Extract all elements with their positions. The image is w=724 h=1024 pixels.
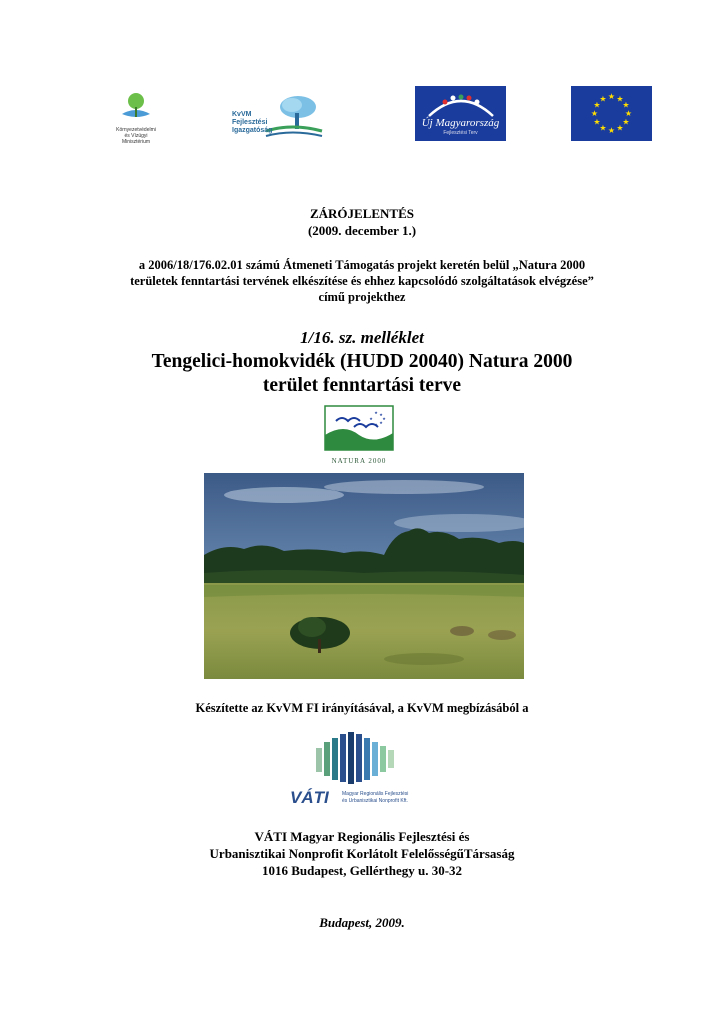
svg-text:★: ★	[599, 94, 607, 104]
vati-address-2: Urbanisztikai Nonprofit Korlátolt FelelősségűTársaság	[209, 846, 515, 861]
svg-text:★: ★	[369, 416, 373, 421]
svg-text:★: ★	[593, 100, 601, 110]
uj-magyarorszag-text: Új Magyarország	[421, 117, 500, 129]
uj-magyarorszag-logo	[415, 86, 506, 141]
vati-address-3: 1016 Budapest, Gellérthegy u. 30-32	[261, 863, 463, 878]
project-line-1: a 2006/18/176.02.01 számú Átmeneti Támogatás projekt keretén belül „Natura 2000	[138, 258, 586, 272]
svg-text:★: ★	[374, 422, 378, 427]
ministry-text-3: Minisztérium	[121, 139, 151, 145]
annex-title-2: terület fenntartási terve	[262, 375, 462, 396]
vati-address-1: VÁTI Magyar Regionális Fejlesztési és	[254, 829, 470, 844]
natura-caption: NATURA 2000	[331, 457, 387, 465]
svg-text:★: ★	[379, 420, 383, 425]
vati-sub-2: és Urbanisztikai Nonprofit Kft.	[342, 798, 408, 804]
project-line-3: című projekthez	[318, 290, 406, 304]
ministry-text-2: és Vízügyi	[124, 133, 148, 139]
svg-text:★: ★	[624, 109, 633, 118]
kvvm-text-2: Fejlesztési	[232, 119, 268, 126]
report-title: ZÁRÓJELENTÉS	[309, 206, 415, 221]
footer-place-date: Budapest, 2009.	[319, 915, 405, 930]
kvvm-text-1: KvVM	[232, 111, 252, 118]
ministry-logo	[116, 90, 156, 146]
uj-magyarorszag-subtext: Fejlesztési Terv	[443, 130, 478, 136]
kvvm-text-3: Igazgatóság	[232, 127, 273, 134]
vati-logo	[288, 730, 438, 826]
svg-text:★: ★	[616, 94, 624, 104]
annex-title-1: Tengelici-homokvidék (HUDD 20040) Natura 2000	[151, 351, 573, 372]
kvvm-fi-logo	[228, 93, 324, 143]
project-line-2: területek fenntartási tervének elkészítése és ehhez kapcsolódó szolgáltatások elvégzése”	[130, 274, 594, 288]
vati-sub-1: Magyar Regionális Fejlesztési	[342, 791, 409, 797]
svg-text:★: ★	[616, 123, 624, 133]
prepared-by: Készítette az KvVM FI irányításával, a KvVM megbízásából a	[195, 701, 529, 715]
svg-text:★: ★	[599, 123, 607, 133]
svg-text:★: ★	[590, 109, 599, 118]
uj-magyarorszag-arch-icon	[425, 92, 497, 118]
report-date: (2009. december 1.)	[307, 223, 417, 238]
annex-label: 1/16. sz. melléklet	[300, 328, 424, 347]
svg-text:★: ★	[622, 117, 630, 127]
natura-2000-logo	[324, 405, 394, 465]
svg-text:★: ★	[382, 416, 386, 421]
landscape-photo	[204, 473, 524, 679]
svg-text:★: ★	[374, 410, 378, 415]
eu-flag-icon	[571, 86, 652, 141]
svg-text:★: ★	[593, 117, 601, 127]
svg-text:★: ★	[622, 100, 630, 110]
svg-text:★: ★	[607, 126, 616, 135]
vati-name: VÁTI	[290, 788, 329, 807]
natura-birds-icon	[324, 405, 394, 451]
vati-bars-icon	[288, 730, 438, 790]
svg-text:★: ★	[607, 92, 616, 101]
svg-text:★: ★	[379, 412, 383, 417]
ministry-tree-icon	[116, 90, 156, 122]
ministry-text-1: Környezetvédelmi	[116, 127, 156, 133]
